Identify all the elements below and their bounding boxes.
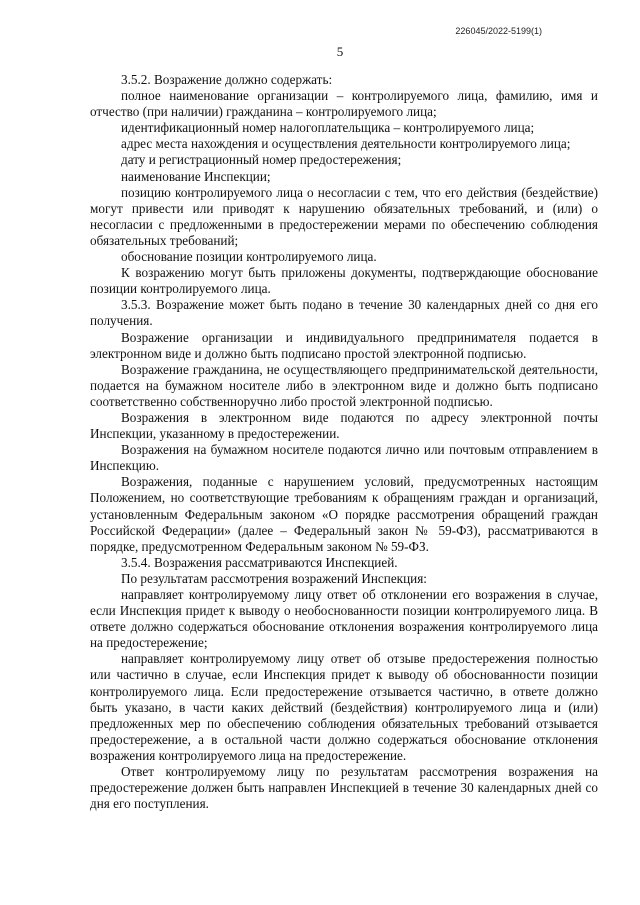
paragraph: идентификационный номер налогоплательщика – контролируемого лица; — [121, 120, 535, 136]
paragraph: адрес места нахождения и осуществления деятельности контролируемого лица; — [121, 136, 571, 152]
paragraph: Возражения на бумажном носителе подаются лично или почтовым отправлением в Инспекцию. — [90, 442, 598, 474]
paragraph: дату и регистрационный номер предостережения; — [121, 152, 402, 168]
paragraph: обоснование позиции контролируемого лица. — [121, 249, 377, 265]
paragraph: позицию контролируемого лица о несогласии с тем, что его действия (бездействие) могут привести или приводят к нарушению обязательных требований, и (или) о несогласии с предложенными в предостережении мерами по обеспечению соблюдения обязательных требований; — [90, 184, 598, 248]
paragraph: Ответ контролируемому лицу по результатам рассмотрения возражения на предостережение должен быть направлен Инспекцией в течение 30 календарных дней со дня его поступления. — [90, 764, 598, 812]
paragraph: К возражению могут быть приложены документы, подтверждающие обоснование позиции контролируемого лица. — [90, 265, 598, 297]
paragraph: 3.5.2. Возражение должно содержать: — [121, 72, 333, 87]
paragraph: Возражения в электронном виде подаются по адресу электронной почты Инспекции, указанному в предостережении. — [90, 409, 598, 442]
paragraph: направляет контролируемому лицу ответ об отзыве предостережения полностью или частично в случае, если Инспекция придет к выводу об обоснованности позиции контролируемого лица. Если предостережение отзывается частично, в ответе должно быть указано, в части каких действий (бездействия) контролируемого лица и (или) предложенных мер по обеспечению соблюдения обязательных требований отзывается предостережение, а в остальной части должно содержаться обоснование отклонения возражения контролируемого лица на предостережение. — [90, 651, 598, 763]
page-number: 5 — [336, 44, 344, 59]
paragraph: 3.5.3. Возражение может быть подано в течение 30 календарных дней со дня его получения. — [90, 297, 598, 329]
paragraph: направляет контролируемому лицу ответ об отклонении его возражения в случае, если Инспекция придет к выводу о необоснованности позиции контролируемого лица. В ответе должно содержаться обоснование отклонения возражения контролируемого лица на предостережение; — [90, 587, 598, 651]
document-id: 226045/2022-5199(1) — [455, 26, 542, 36]
document-body — [90, 72, 598, 812]
paragraph: полное наименование организации – контролируемого лица, фамилию, имя и отчество (при наличии) гражданина – контролируемого лица; — [90, 88, 598, 120]
paragraph: Возражения, поданные с нарушением условий, предусмотренных настоящим Положением, но соответствующие требованиям к обращениям граждан и организаций, установленным Федеральным законом «О порядке рассмотрения обращений граждан Российской Федерации» (далее – Федеральный закон № 59-ФЗ), рассматриваются в порядке, предусмотренном Федеральным законом № 59-ФЗ. — [90, 474, 598, 554]
paragraph: наименование Инспекции; — [121, 168, 271, 184]
paragraph: 3.5.4. Возражения рассматриваются Инспекцией. — [121, 554, 398, 570]
paragraph: Возражение организации и индивидуального предпринимателя подается в электронном виде и должно быть подписано простой электронной подписью. — [90, 329, 598, 361]
paragraph: По результатам рассмотрения возражений Инспекция: — [121, 570, 427, 586]
paragraph: Возражение гражданина, не осуществляющего предпринимательской деятельности, подается на бумажном носителе либо в электронном виде и должно быть подписано соответственно собственноручно либо простой электронной подписью. — [90, 361, 598, 409]
